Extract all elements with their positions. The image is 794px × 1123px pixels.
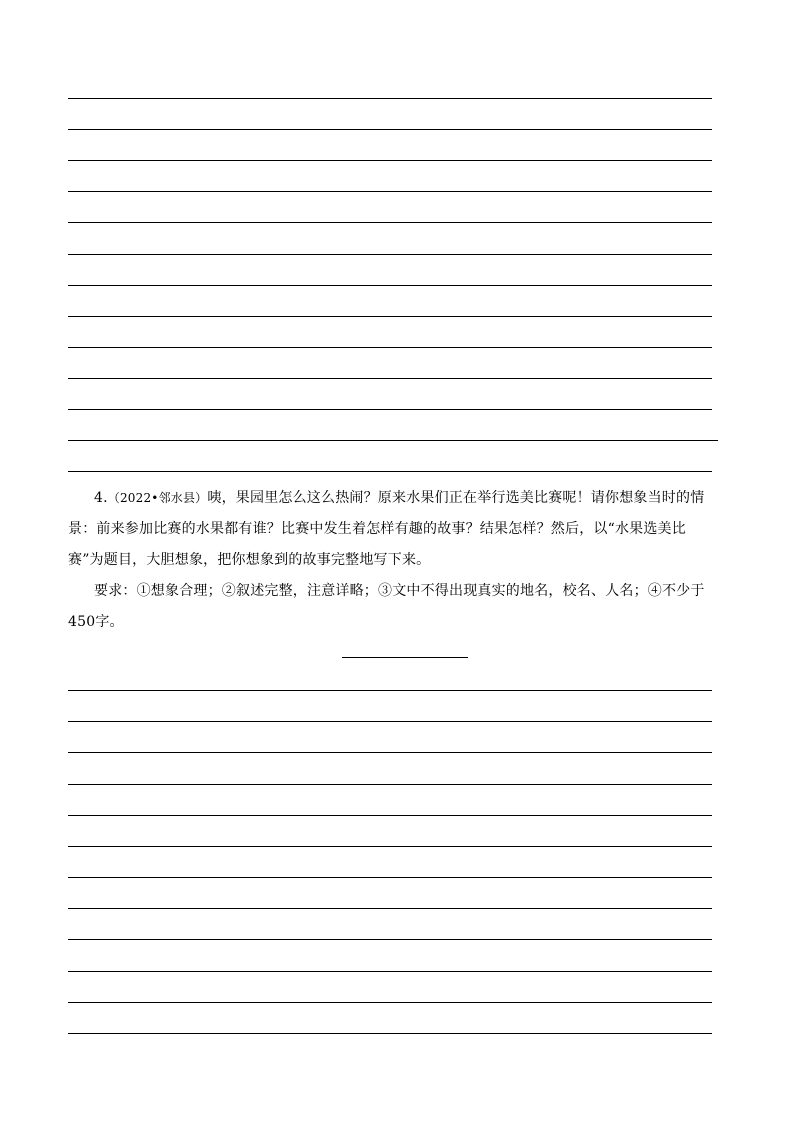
question-number: 4. [94, 490, 108, 506]
title-blank[interactable] [342, 657, 468, 658]
writing-line[interactable] [68, 721, 712, 722]
writing-line[interactable] [68, 939, 712, 940]
writing-line [68, 191, 712, 192]
writing-line [68, 222, 712, 223]
writing-line[interactable] [68, 752, 712, 753]
writing-line[interactable] [68, 784, 712, 785]
writing-line [68, 285, 712, 286]
writing-line [68, 129, 712, 130]
writing-line [68, 160, 712, 161]
writing-line [68, 254, 712, 255]
question-block [68, 483, 718, 638]
requirements-text: ①想象合理；②叙述完整，注意详略；③文中不得出现真实的地名，校名、人名；④不少于450字。 [68, 583, 705, 630]
question-body: 咦，果园里怎么这么热闹？原来水果们正在举行选美比赛呢！请你想象当时的情景：前来参加比赛的水果都有谁？比赛中发生着怎样有趣的故事？结果怎样？然后，以“水果选美比赛”为题目，大胆想象，把你想象到的故事完整地写下来。 [68, 490, 705, 568]
writing-line [68, 316, 712, 317]
writing-line[interactable] [68, 846, 712, 847]
writing-line [68, 98, 712, 99]
writing-line[interactable] [68, 690, 712, 691]
writing-line[interactable] [68, 971, 712, 972]
writing-line[interactable] [68, 815, 712, 816]
writing-line [68, 409, 712, 410]
writing-line[interactable] [68, 877, 712, 878]
writing-line [68, 440, 718, 441]
question-requirements [68, 576, 718, 638]
writing-line [68, 378, 712, 379]
writing-line[interactable] [68, 908, 712, 909]
requirements-label: 要求： [94, 583, 137, 599]
writing-line [68, 471, 712, 472]
writing-line[interactable] [68, 1033, 712, 1034]
question-source: （2022•邻水县） [107, 491, 208, 505]
writing-line[interactable] [68, 1002, 712, 1003]
writing-line [68, 347, 712, 348]
question-prompt [68, 483, 718, 576]
